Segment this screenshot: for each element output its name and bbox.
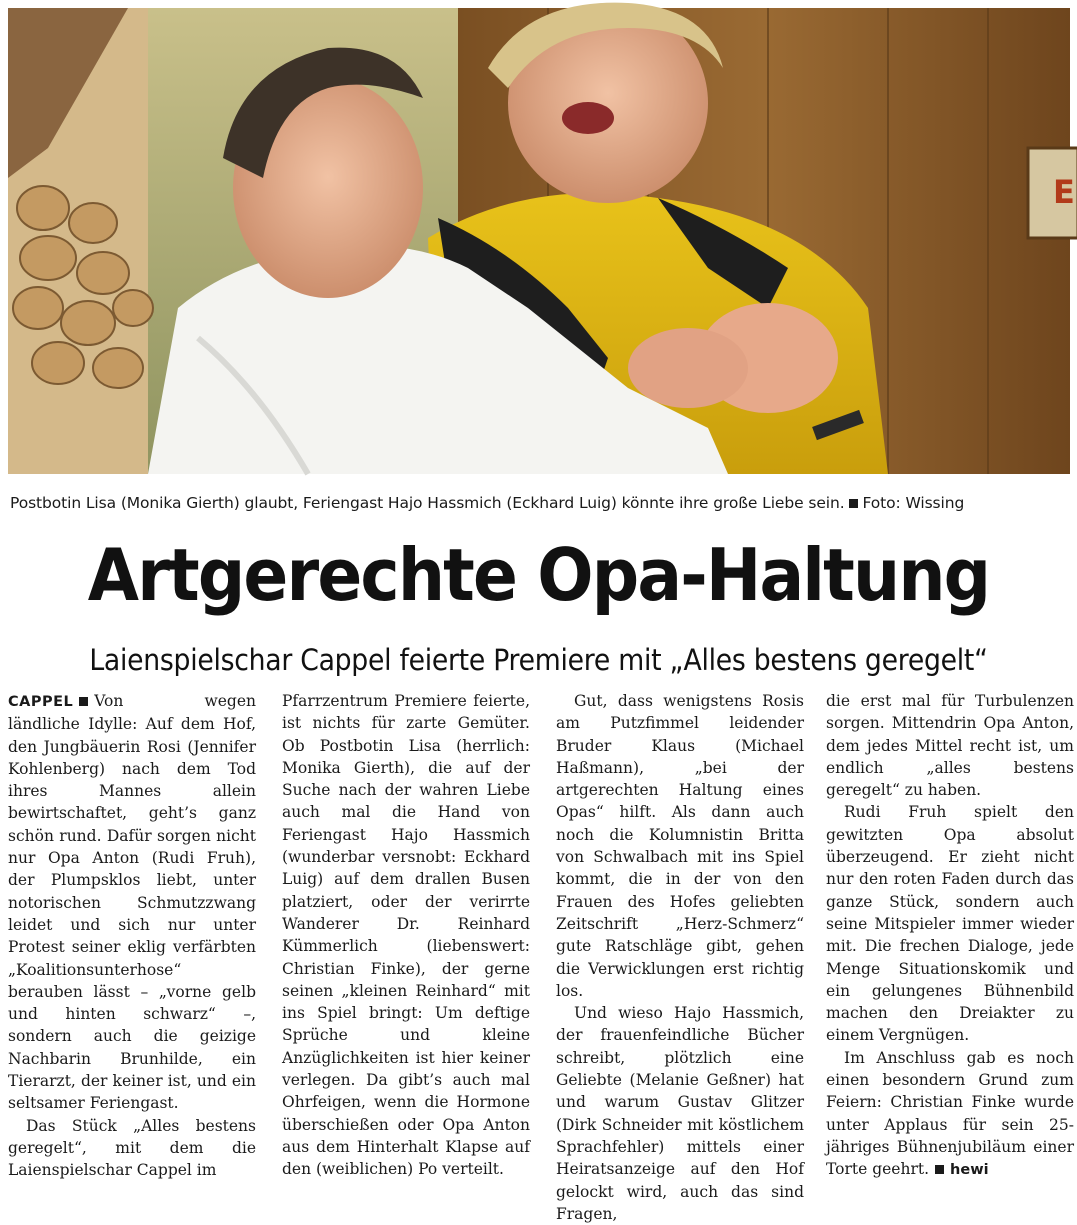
article-column-2 — [282, 690, 530, 1210]
square-bullet-icon — [79, 697, 88, 706]
author-initials: hewi — [950, 1162, 989, 1179]
article-paragraph: Das Stück „Alles bestens geregelt“, mit dem die Laienspielschar Cappel im — [8, 1116, 256, 1180]
article-paragraph — [8, 690, 256, 1115]
svg-text:E: E — [1053, 173, 1075, 211]
article-body — [8, 690, 1074, 1223]
square-bullet-icon — [849, 499, 858, 508]
square-bullet-icon — [935, 1165, 944, 1174]
article-column-3 — [556, 690, 804, 1223]
caption-text: Postbotin Lisa (Monika Gierth) glaubt, Feriengast Hajo Hassmich (Eckhard Luig) könnte ihre große Liebe sein. — [10, 494, 845, 512]
photo-credit: Foto: Wissing — [862, 494, 965, 512]
subheadline: Laienspielschar Cappel feierte Premiere mit „Alles bestens geregelt“ — [89, 643, 988, 677]
photo-caption — [10, 493, 1070, 513]
article-photo — [8, 8, 1075, 474]
article-column-4 — [826, 690, 1074, 1210]
stage-photo — [8, 8, 1075, 474]
paragraph-text: Im Anschluss gab es noch einen besondern Grund zum Feiern: Christian Finke wurde unter Applaus für sein 25-jähriges Bühnenjubiläum einer Torte geehrt. — [826, 1048, 1074, 1179]
headline: Artgerechte Opa-Haltung — [87, 533, 990, 617]
dateline: CAPPEL — [8, 694, 74, 710]
article-paragraph: die erst mal für Turbulenzen sorgen. Mittendrin Opa Anton, dem jedes Mittel recht ist, um endlich „alles bestens geregelt“ zu haben. — [826, 692, 1074, 800]
article-paragraph: Und wieso Hajo Hassmich, der frauenfeindliche Bücher schreibt, plötzlich eine Geliebte (Melanie Geßner) hat und warum Gustav Glitzer (Dirk Schneider mit köstlichem Sprachfehler) mittels einer Heiratsanzeige auf den Hof gelockt wird, auch das sind Fragen, — [556, 1004, 804, 1223]
article-paragraph: Pfarrzentrum Premiere feierte, ist nichts für zarte Gemüter. Ob Postbotin Lisa (herrlich: Monika Gierth), die auf der Suche nach der wahren Liebe auch mal die Hand von Feriengast Hajo Hassmich (wunderbar versnobt: Eckhard Luig) auf dem drallen Busen platziert, oder der verirrte Wanderer Dr. Reinhard Kümmerlich (liebenswert: Christian Finke), der gerne seinen „kleinen Reinhard“ mit ins Spiel bringt: Um deftige Sprüche und kleine Anzüglichkeiten ist hier keiner verlegen. Da gibt’s auch mal Ohrfeigen, wenn die Hormone überschießen oder Opa Anton aus dem Hinterhalt Klapse auf den (weiblichen) Po verteilt. — [282, 692, 530, 1179]
article-paragraph: Rudi Fruh spielt den gewitzten Opa absolut überzeugend. Er zieht nicht nur den roten Faden durch das ganze Stück, sondern auch seine Mitspieler immer wieder mit. Die frechen Dialoge, jede Menge Situationskomik und ein gelungenes Bühnenbild machen den Dreiakter zu einem Vergnügen. — [826, 803, 1074, 1045]
article-column-1 — [8, 690, 256, 1210]
article-paragraph — [826, 1047, 1074, 1182]
article-paragraph: Gut, dass wenigstens Rosis am Putzfimmel leidender Bruder Klaus (Michael Haßmann), „bei der artgerechten Haltung eines Opas“ hilft. Als dann auch noch die Kolumnistin Britta von Schwalbach mit ins Spiel kommt, die in der von den Frauen des Hofes geliebten Zeitschrift „Herz-Schmerz“ gute Ratschläge gibt, gehen die Verwicklungen erst richtig los. — [556, 692, 804, 1000]
paragraph-text: Von wegen ländliche Idylle: Auf dem Hof, den Jungbäuerin Rosi (Jennifer Kohlenberg) nach dem Tod ihres Mannes allein bewirtschaftet, geht’s ganz schön rund. Dafür sorgen nicht nur Opa Anton (Rudi Fruh), der Plumpsklos liebt, unter notorischen Schmutzzwang leidet und sich nur unter Protest seiner eklig verfärbten „Koalitionsunterhose“ berauben lässt – „vorne gelb und hinten schwarz“ –, sondern auch die geizige Nachbarin Brunhilde, ein Tierarzt, der keiner ist, und ein seltsamer Feriengast. — [8, 692, 256, 1113]
